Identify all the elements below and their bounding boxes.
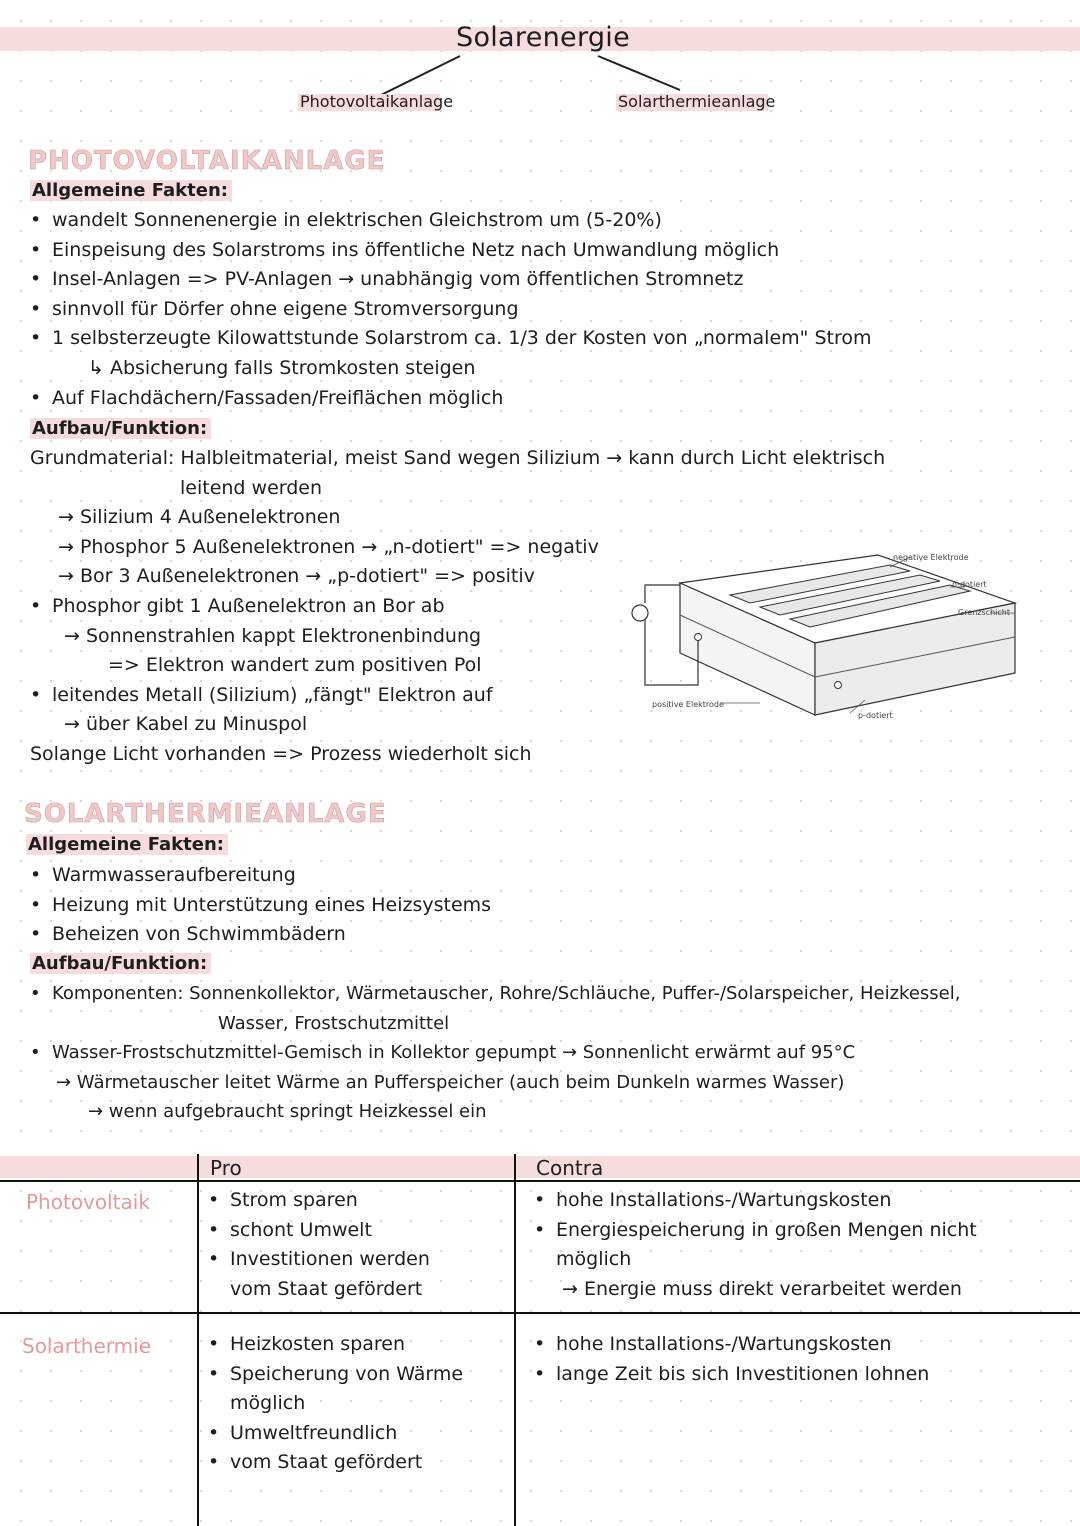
list-item: • Umweltfreundlich	[208, 1419, 463, 1449]
list-item: ↳ Absicherung falls Stromkosten steigen	[88, 356, 476, 379]
label-positive-electrode: positive Elektrode	[652, 700, 724, 709]
pv-facts-heading	[30, 180, 232, 201]
pv-facts-list	[30, 206, 871, 413]
mindmap-branches	[0, 0, 1080, 120]
pv-build-heading	[30, 418, 211, 439]
list-item: möglich	[230, 1392, 306, 1415]
list-item: möglich	[556, 1248, 632, 1271]
list-item: • hohe Installations-/Wartungskosten	[534, 1186, 977, 1216]
list-item: Solange Licht vorhanden => Prozess wiederholt sich	[30, 742, 532, 765]
st-pro-list	[208, 1330, 463, 1478]
page-title: Solarenergie	[456, 22, 631, 53]
list-item: → Phosphor 5 Außenelektronen → „n-dotiert" => negativ	[58, 535, 599, 558]
list-item: Wasser, Frostschutzmittel	[218, 1012, 450, 1034]
list-item: => Elektron wandert zum positiven Pol	[108, 654, 482, 677]
list-item: → Silizium 4 Außenelektronen	[58, 506, 341, 529]
table-header-pro: Pro	[210, 1156, 242, 1180]
list-item: • Warmwasseraufbereitung	[30, 861, 491, 891]
list-item: • leitendes Metall (Silizium) „fängt" Elektron auf	[30, 681, 885, 711]
list-item: Grundmaterial: Halbleitmaterial, meist Sand wegen Silizium → kann durch Licht elektrisch	[30, 447, 886, 469]
list-item: → Sonnenstrahlen kappt Elektronenbindung	[64, 624, 482, 647]
list-item: • Phosphor gibt 1 Außenelektron an Bor ab	[30, 592, 885, 622]
pv-pro-list	[208, 1186, 430, 1304]
list-item: • 1 selbsterzeugte Kilowattstunde Solarstrom ca. 1/3 der Kosten von „normalem" Strom	[30, 324, 871, 354]
pv-facts-heading-text: Allgemeine Fakten:	[30, 180, 232, 201]
st-build-list	[30, 979, 960, 1127]
list-item: • Beheizen von Schwimmbädern	[30, 920, 491, 950]
list-item: • Strom sparen	[208, 1186, 430, 1216]
pv-contra-list	[534, 1186, 977, 1304]
row-label-photovoltaik: Photovoltaik	[26, 1190, 150, 1214]
st-facts-list	[30, 861, 491, 950]
list-item: • Einspeisung des Solarstroms ins öffentliche Netz nach Umwandlung möglich	[30, 236, 871, 266]
label-negative-electrode: negative Elektrode	[893, 553, 969, 562]
branch-solarthermie: Solarthermieanlage	[618, 92, 776, 111]
list-item: • sinnvoll für Dörfer ohne eigene Stromversorgung	[30, 295, 871, 325]
label-n-doped: n-dotiert	[952, 580, 987, 589]
st-heading: SOLARTHERMIEANLAGE	[24, 799, 387, 829]
branch-photovoltaik: Photovoltaikanlage	[300, 92, 454, 111]
st-build-heading-text: Aufbau/Funktion:	[30, 953, 211, 974]
list-item: → Bor 3 Außenelektronen → „p-dotiert" => positiv	[58, 565, 535, 588]
list-item: → über Kabel zu Minuspol	[64, 713, 308, 736]
list-item: • lange Zeit bis sich Investitionen lohnen	[534, 1360, 929, 1390]
list-item: • wandelt Sonnenenergie in elektrischen Gleichstrom um (5-20%)	[30, 206, 871, 236]
list-item: • Insel-Anlagen => PV-Anlagen → unabhängig vom öffentlichen Stromnetz	[30, 265, 871, 295]
list-item: • Energiespeicherung in großen Mengen nicht	[534, 1216, 977, 1246]
list-item: • Speicherung von Wärme	[208, 1360, 463, 1390]
list-item: • Auf Flachdächern/Fassaden/Freiflächen möglich	[30, 384, 871, 414]
table-col-divider-2	[514, 1154, 516, 1526]
list-item: • Heizung mit Unterstützung eines Heizsystems	[30, 891, 491, 921]
list-item: → wenn aufgebraucht springt Heizkessel ein	[88, 1101, 487, 1123]
label-p-doped: p-dotiert	[858, 711, 893, 720]
table-row-divider	[0, 1312, 1080, 1314]
st-facts-heading	[26, 834, 228, 855]
row-label-solarthermie: Solarthermie	[22, 1334, 152, 1358]
list-item: → Wärmetauscher leitet Wärme an Pufferspeicher (auch beim Dunkeln warmes Wasser)	[56, 1071, 845, 1093]
list-item: • Komponenten: Sonnenkollektor, Wärmetauscher, Rohre/Schläuche, Puffer-/Solarspeicher, Heizkessel,	[30, 979, 960, 1009]
table-col-divider-1	[197, 1154, 199, 1526]
st-facts-heading-text: Allgemeine Fakten:	[26, 834, 228, 855]
table-header-line	[0, 1180, 1080, 1182]
list-item: • schont Umwelt	[208, 1216, 430, 1246]
list-item: • vom Staat gefördert	[208, 1448, 463, 1478]
pv-heading: PHOTOVOLTAIKANLAGE	[28, 146, 386, 176]
st-contra-list	[534, 1330, 929, 1389]
label-boundary-layer: Grenzschicht	[958, 608, 1010, 617]
list-item: → Energie muss direkt verarbeitet werden	[562, 1277, 962, 1300]
list-item: • Investitionen werden	[208, 1245, 430, 1275]
list-item: vom Staat gefördert	[230, 1277, 423, 1300]
list-item: leitend werden	[180, 476, 323, 499]
list-item: • Heizkosten sparen	[208, 1330, 463, 1360]
pv-build-heading-text: Aufbau/Funktion:	[30, 418, 211, 439]
light-bulb-icon	[632, 605, 648, 621]
list-item: • hohe Installations-/Wartungskosten	[534, 1330, 929, 1360]
list-item: • Wasser-Frostschutzmittel-Gemisch in Kollektor gepumpt → Sonnenlicht erwärmt auf 95°C	[30, 1038, 960, 1068]
st-build-heading	[30, 953, 211, 974]
table-header-contra: Contra	[536, 1156, 604, 1180]
